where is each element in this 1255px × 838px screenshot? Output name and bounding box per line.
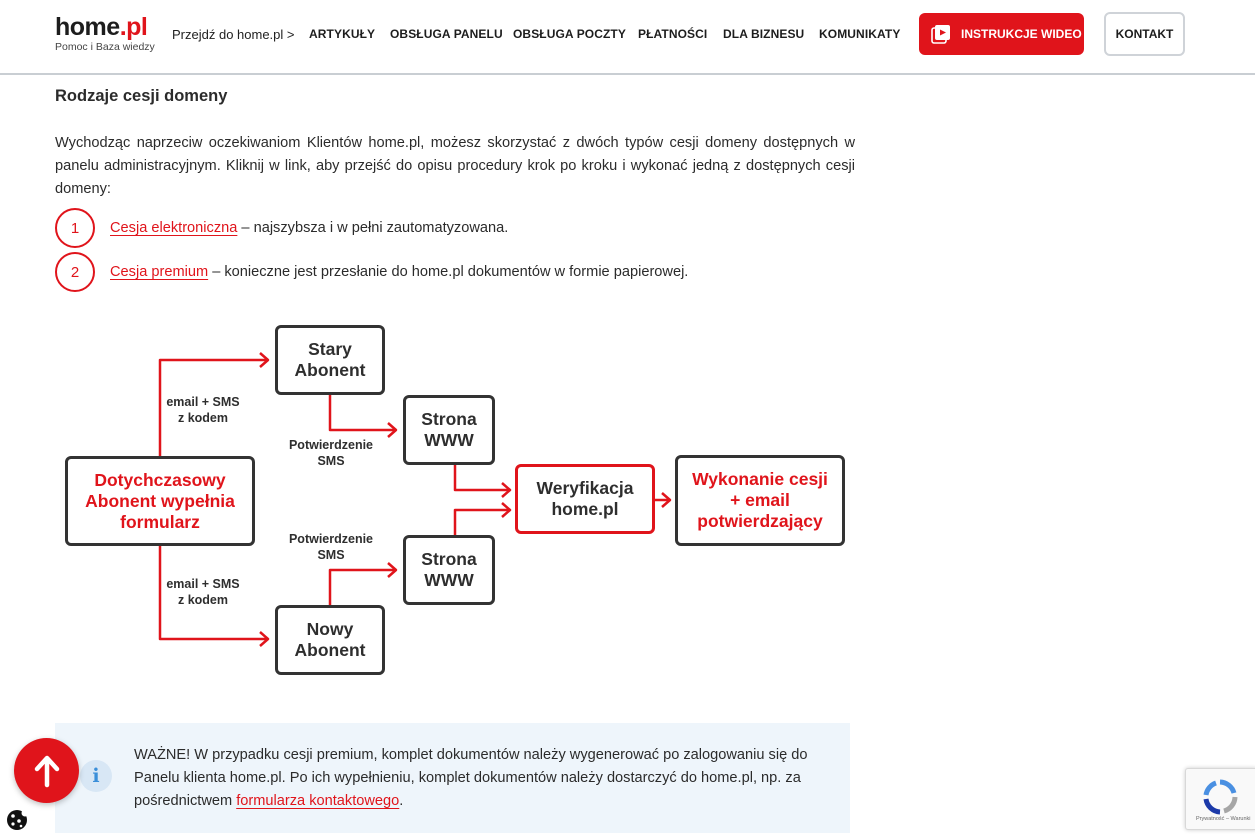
logo-text: home [55, 13, 120, 41]
nav-item-payments[interactable]: PŁATNOŚCI [638, 27, 708, 41]
www-line-1: Strona [421, 409, 477, 429]
label-email-sms-bottom [155, 576, 251, 608]
logo-suffix: .pl [119, 13, 148, 41]
verification-box [515, 464, 655, 534]
number-badge: 2 [55, 252, 95, 292]
www-line-2: WWW [424, 430, 474, 450]
start-line-2: Abonent wypełnia [85, 490, 235, 511]
recaptcha-icon [1200, 777, 1240, 817]
video-icon [931, 24, 951, 44]
label-line: SMS [317, 454, 345, 468]
recaptcha-badge[interactable] [1185, 768, 1255, 830]
old-owner-line-1: Stary [308, 339, 352, 359]
old-owner-line-2: Abonent [294, 360, 366, 380]
arrow-new-to-www [330, 570, 395, 606]
video-button-label: INSTRUKCJE WIDEO [961, 27, 1082, 41]
nav-item-business[interactable]: DLA BIZNESU [723, 27, 805, 41]
final-line-3: potwierdzający [697, 511, 823, 531]
new-owner-line-1: Nowy [306, 619, 354, 639]
www-line-1: Strona [421, 549, 477, 569]
arrow-up-icon [32, 754, 62, 788]
option-description: – konieczne jest przesłanie do home.pl dokumentów w formie papierowej. [208, 264, 689, 280]
nav-item-panel[interactable]: OBSŁUGA PANELU [390, 27, 503, 41]
website-box-top [403, 395, 495, 465]
label-line: z kodem [177, 411, 228, 425]
arrow-old-to-www [330, 394, 395, 430]
nav-item-articles[interactable]: ARTYKUŁY [309, 27, 376, 41]
label-line: email + SMS [166, 395, 240, 409]
arrow-www-to-verify-bottom [455, 510, 509, 536]
verify-line-1: Weryfikacja [536, 478, 634, 498]
label-email-sms-top [155, 394, 251, 426]
www-line-2: WWW [424, 570, 474, 590]
number-badge: 1 [55, 208, 95, 248]
notice-body: WAŻNE! W przypadku cesji premium, komplet dokumentów należy wygenerować po zalogowaniu się do Panelu klienta home.pl. Po ich wypełnieniu, komplet dokumentów należy dostarczyć do home.pl, np. za pośrednictwem [134, 747, 808, 809]
option-description: – najszybsza i w pełni zautomatyzowana. [237, 220, 509, 236]
start-line-3: formularz [120, 511, 200, 532]
label-line: Potwierdzenie [288, 532, 374, 546]
premium-cession-link[interactable]: Cesja premium [110, 264, 209, 280]
scroll-to-top-button[interactable] [14, 738, 79, 803]
verify-line-2: home.pl [551, 499, 619, 519]
arrow-www-to-verify-top [455, 464, 509, 490]
final-line-2: + email [730, 490, 790, 510]
label-line: email + SMS [166, 577, 240, 591]
section-title: Rodzaje cesji domeny [55, 87, 228, 105]
label-sms-confirm-top [281, 437, 381, 469]
contact-button[interactable]: KONTAKT [1104, 12, 1185, 56]
intro-paragraph: Wychodząc naprzeciw oczekiwaniom Klientów home.pl, możesz skorzystać z dwóch typów cesji domeny dostępnych w panelu administracyjnym. Kliknij w link, aby przejść do opisu procedury krok po kroku i wykonać jedną z dostępnych cesji domeny: [55, 135, 855, 197]
new-owner-line-2: Abonent [294, 640, 366, 660]
notice-text [134, 744, 834, 813]
option-premium [55, 252, 688, 292]
final-line-1: Wykonanie cesji [692, 469, 828, 489]
final-box [675, 455, 845, 546]
start-box [65, 456, 255, 546]
electronic-cession-link[interactable]: Cesja elektroniczna [110, 220, 238, 236]
nav-item-mail[interactable]: OBSŁUGA POCZTY [513, 27, 626, 41]
label-sms-confirm-bottom [281, 531, 381, 563]
notice-end: . [399, 793, 404, 809]
old-owner-box [275, 325, 385, 395]
label-line: z kodem [177, 593, 228, 607]
option-electronic [55, 208, 508, 248]
label-line: Potwierdzenie [288, 438, 374, 452]
recaptcha-links[interactable]: Prywatność – Warunki [1196, 816, 1251, 822]
contact-form-link[interactable]: formularza kontaktowego [236, 793, 400, 809]
cookie-icon[interactable] [5, 808, 29, 832]
info-icon: i [80, 760, 112, 792]
logo-tagline: Pomoc i Baza wiedzy [55, 41, 155, 53]
cession-flow-diagram [55, 318, 855, 688]
nav-item-announcements[interactable]: KOMUNIKATY [819, 27, 901, 41]
site-header [0, 0, 1255, 75]
new-owner-box [275, 605, 385, 675]
video-instructions-button[interactable] [919, 13, 1084, 55]
logo[interactable] [55, 14, 155, 53]
goto-home-link[interactable]: Przejdź do home.pl > [172, 27, 295, 42]
start-line-1: Dotychczasowy [94, 469, 226, 490]
website-box-bottom [403, 535, 495, 605]
label-line: SMS [317, 548, 345, 562]
